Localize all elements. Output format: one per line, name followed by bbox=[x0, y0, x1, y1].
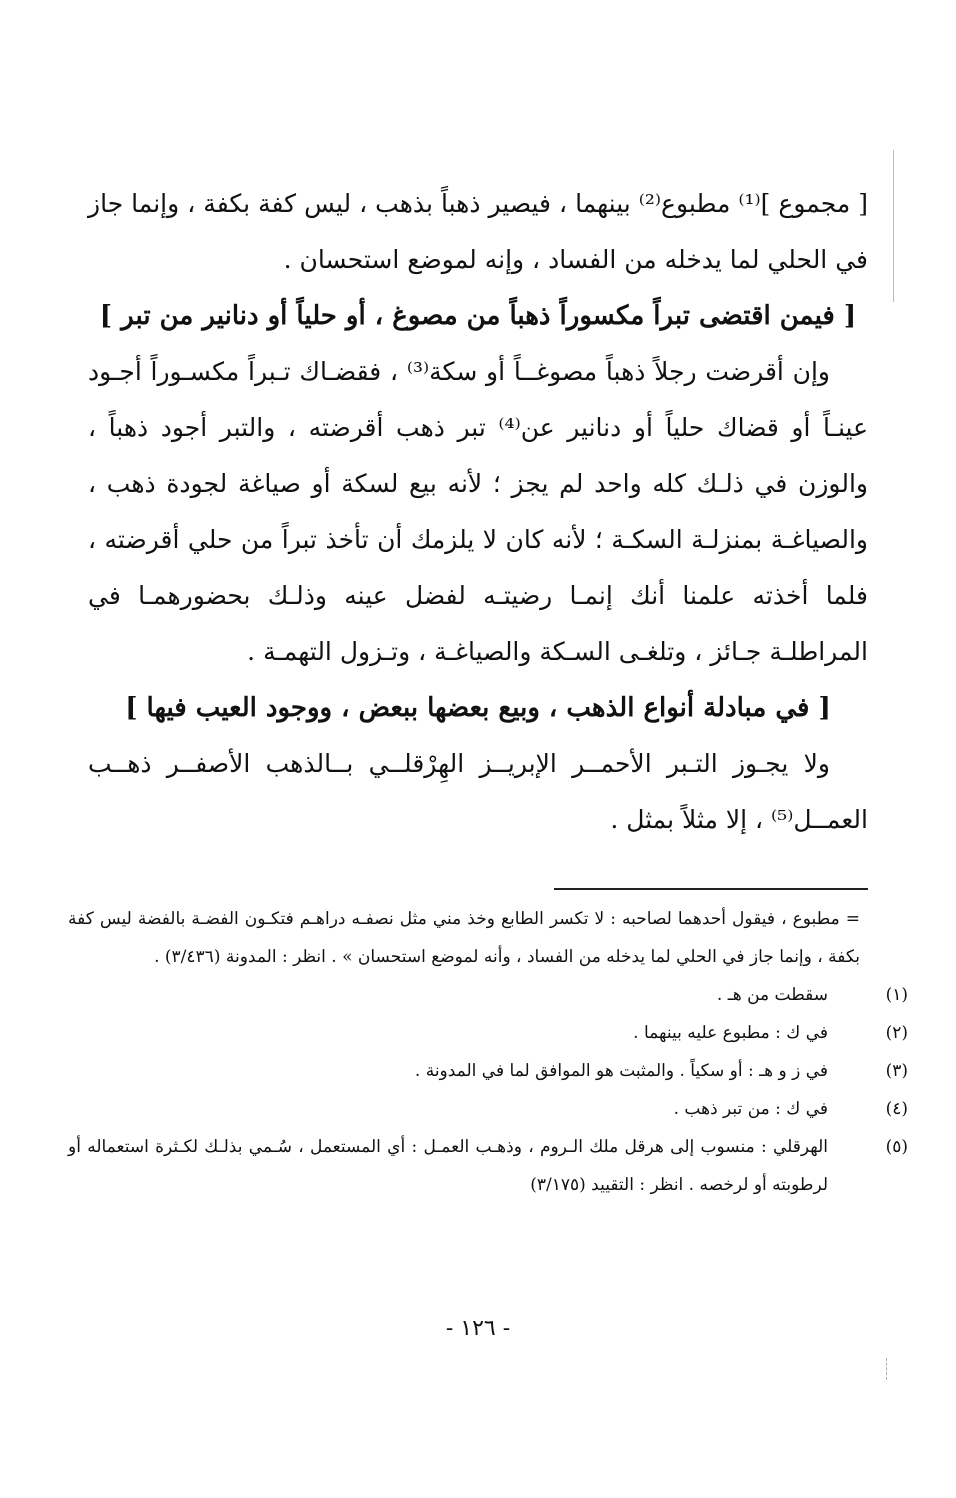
footnote-continuation: = مطبوع ، فيقول أحدهما لصاحبه : لا تكسر الطابع وخذ مني مثل نصفـه دراهـم فتكـون الفضـة بالفضة ليس كفة بكفة ، وإنما جاز في الحلي لما يدخله من الفساد ، وأنه لموضع استحسان » . انظر : المدونة (٣/٤٣٦) . bbox=[68, 909, 860, 967]
section-heading-2: [ في مبادلة أنواع الذهب ، وبيع بعضها ببعض ، ووجود العيب فيها ] bbox=[125, 693, 831, 723]
footnote-number: (٥) bbox=[885, 1137, 908, 1157]
footnote-number: (٤) bbox=[885, 1099, 908, 1119]
paragraph-3: ولا يجـوز التـبر الأحمــر الإبريــز الهِرْقلــي بــالذهب الأصفــر ذهــب العمــل⁽⁵⁾ ، إلا مثلاً بمثل . bbox=[88, 749, 868, 834]
footnote-text: سقطت من هـ . bbox=[716, 985, 828, 1005]
footnote-number: (٣) bbox=[885, 1061, 908, 1081]
footnote-2 bbox=[68, 1014, 908, 1052]
footnote-text: في ك : مطبوع عليه بينهما . bbox=[633, 1023, 828, 1043]
section-heading-1: [ فيمن اقتضى تبراً مكسوراً ذهباً من مصوغ ، أو حلياً أو دنانير من تبر ] bbox=[99, 301, 857, 331]
footnote-text: في ز و هـ : أو سكياً . والمثبت هو الموافق لما في المدونة . bbox=[414, 1061, 828, 1081]
paragraph-1: [ مجموع ]⁽¹⁾ مطبوع⁽²⁾ بينهما ، فيصير ذهباً بذهب ، ليس كفة بكفة ، وإنما جاز في الحلي لما يدخله من الفساد ، وإنه لموضع استحسان . bbox=[88, 189, 869, 274]
main-text bbox=[88, 176, 868, 848]
footnotes bbox=[68, 900, 908, 1204]
footnote-separator bbox=[554, 888, 868, 890]
footnote-1 bbox=[68, 976, 908, 1014]
margin-mark bbox=[886, 1358, 887, 1380]
footnote-5 bbox=[68, 1128, 908, 1204]
footnote-4 bbox=[68, 1090, 908, 1128]
margin-line bbox=[893, 150, 894, 302]
footnote-3 bbox=[68, 1052, 908, 1090]
footnote-text: في ك : من تبر ذهب . bbox=[673, 1099, 828, 1119]
paragraph-2: وإن أقرضت رجلاً ذهباً مصوغــاً أو سكة⁽³⁾ ، فقضـاك تـبراً مكسـوراً أجـود عينـاً أو قضاك حلياً أو دنانير عن⁽⁴⁾ تبر ذهب أقرضته ، والتبر أجود ذهباً ، والوزن في ذلـك كله واحد لم يجز ؛ لأنه بيع لسكة أو صياغة لجودة ذهب ، والصياغـة بمنزلـة السكـة ؛ لأنه كان لا يلزمك أن تأخذ تبراً من حلي أقرضته ، فلما أخذته علمنا أنك إنمـا رضيتـه لفضل عينه وذلـك بحضورهمـا في المراطلـة جـائز ، وتلغـى السـكة والصياغـة ، وتـزول التهمـة . bbox=[88, 357, 868, 666]
footnote-text: الهرقلي : منسوب إلى هرقل ملك الـروم ، وذهـب العمـل : أي المستعمل ، سُـمي بذلـك لكـثرة استعماله أو لرطوبته أو لرخصه . انظر : التقييد (٣/١٧٥) bbox=[68, 1137, 828, 1195]
page-number: - ١٢٦ - bbox=[445, 1316, 511, 1341]
footnote-number: (١) bbox=[885, 985, 908, 1005]
footnote-number: (٢) bbox=[885, 1023, 908, 1043]
